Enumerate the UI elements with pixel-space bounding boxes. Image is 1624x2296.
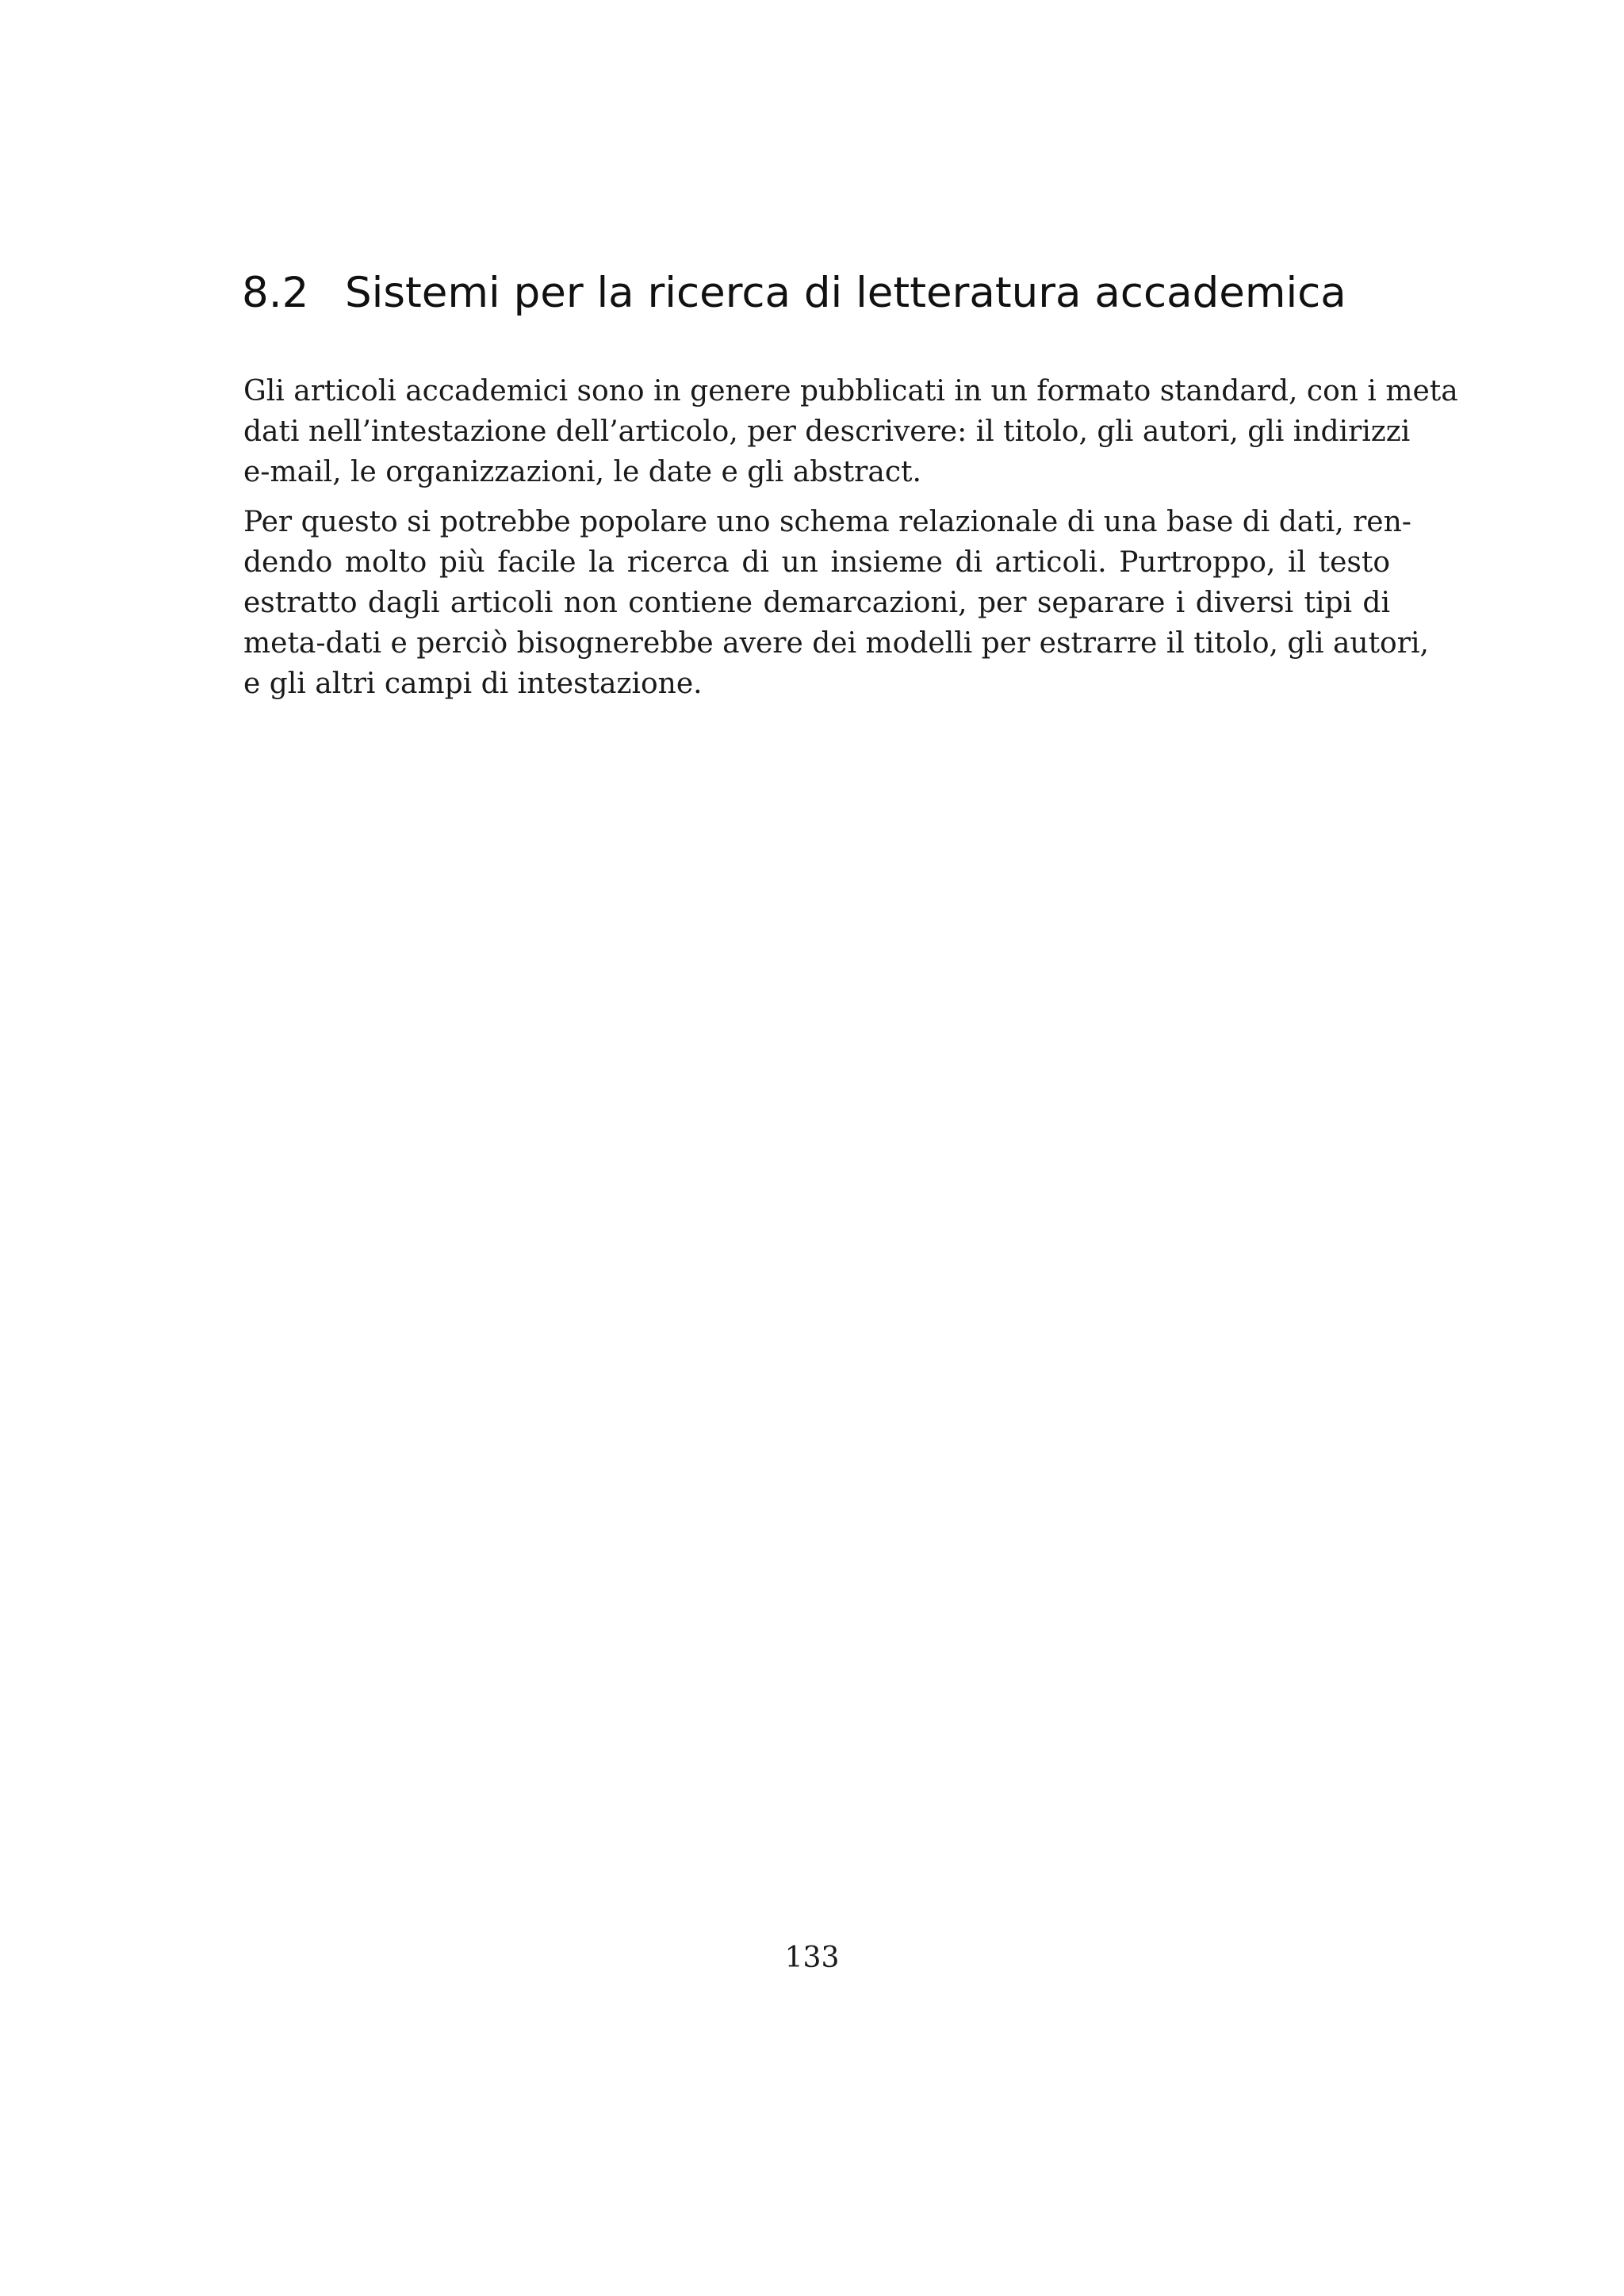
page-number: 133 [784,1942,840,1974]
paragraph-2-line-4: meta-dati e perciò bisognerebbe avere dei modelli per estrarre il titolo, gli autori, [243,627,1429,660]
paragraph-2 [243,502,1429,704]
paragraph-2-line-2: dendo molto più facile la ricerca di un insieme di articoli. Purtroppo, il testo [243,546,1390,579]
section-heading [242,262,1400,325]
paragraph-1-line-1: Gli articoli accademici sono in genere pubblicati in un formato standard, con i meta [243,375,1458,408]
paragraph-1-line-2: dati nell’intestazione dell’articolo, per descrivere: il titolo, gli autori, gli indirizzi [243,415,1411,448]
section-number: 8.2 [242,269,309,317]
paragraph-2-line-1: Per questo si potrebbe popolare uno schema relazionale di una base di dati, ren- [243,506,1411,538]
section-title: Sistemi per la ricerca di letteratura accademica [345,269,1346,317]
paragraph-1 [243,371,1458,492]
paragraph-2-line-3: estratto dagli articoli non contiene demarcazioni, per separare i diversi tipi di [243,587,1390,619]
paragraph-1-line-3: e-mail, le organizzazioni, le date e gli abstract. [243,456,921,488]
paragraph-2-line-5: e gli altri campi di intestazione. [243,668,703,700]
